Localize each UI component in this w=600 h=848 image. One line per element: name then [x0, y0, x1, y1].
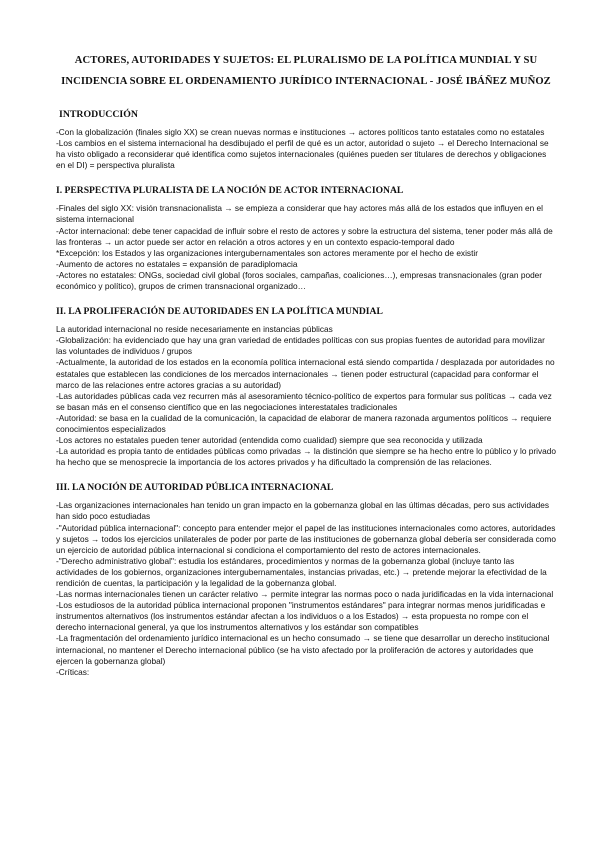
paragraph: -Los actores no estatales pueden tener autoridad (entendida como cualidad) siempre que sea reconocida y utilizada	[56, 435, 483, 446]
section-proliferacion-autoridades	[56, 306, 556, 468]
section-introduccion	[56, 109, 556, 171]
paragraph: -Las organizaciones internacionales han tenido un gran impacto en la gobernanza global en las últimas décadas, pero sus actividades han sido poco estudiadas	[56, 500, 550, 522]
paragraph: -Actualmente, la autoridad de los estados en la economía política internacional está siendo compartida / desplazada por autoridades no estatales que establecen las condiciones de los mercados internacionales → tienen poder estructural (capacidad para conformar el marco de las relaciones entre actores gracias a su autoridad)	[56, 357, 555, 390]
paragraph: -Críticas:	[56, 666, 90, 677]
paragraph: -Aumento de actores no estatales = expansión de paradiplomacia	[56, 258, 298, 269]
section-heading: II. LA PROLIFERACIÓN DE AUTORIDADES EN LA POLÍTICA MUNDIAL	[56, 306, 383, 318]
section-heading: INTRODUCCIÓN	[59, 109, 138, 120]
section-heading: III. LA NOCIÓN DE AUTORIDAD PÚBLICA INTERNACIONAL	[56, 482, 334, 494]
paragraph: -La fragmentación del ordenamiento jurídico internacional es un hecho consumado → se tiene que desarrollar un derecho institucional internacional, no mantener el Derecho internacional público (se ha visto afectado por la proliferación de actores y autoridades que ejercen la gobernanza global)	[56, 633, 550, 666]
paragraph: -Los estudiosos de la autoridad pública internacional proponen "instrumentos estándares" para integrar normas menos juridificadas e instrumentos alternativos (los instrumentos estándar afectan a los individuos o a los Estados) → esta propuesta no rompe con el derecho internacional general, ya que los instrumentos alternativos y los estándar son compatibles	[56, 600, 546, 633]
document-title	[56, 50, 556, 92]
paragraph: -"Derecho administrativo global": estudia los estándares, procedimientos y normas de la gobernanza global (incluye tanto las actividades de los gobiernos, organizaciones intergubernamentales, instancias privadas, etc.) → pretende mejorar la efectividad de la rendición de cuentas, la participación y la legalidad de la gobernanza global.	[56, 555, 547, 588]
document-title-line-2: INCIDENCIA SOBRE EL ORDENAMIENTO JURÍDICO INTERNACIONAL - JOSÉ IBÁÑEZ MUÑOZ	[61, 76, 551, 87]
section-autoridad-publica-internacional	[56, 482, 556, 678]
paragraph: -Las autoridades públicas cada vez recurren más al asesoramiento técnico-político de expertos para formular sus políticas → cada vez se basan más en el consenso científico que en las negociaciones interestatales tradicionales	[56, 390, 552, 412]
paragraph: -Las normas internacionales tienen un carácter relativo → permite integrar las normas poco o nada juridificadas en la vida internacional	[56, 589, 554, 600]
paragraph: -Globalización: ha evidenciado que hay una gran variedad de entidades políticas con sus propias fuentes de autoridad para movilizar las voluntades de individuos / grupos	[56, 335, 545, 357]
paragraph: -Con la globalización (finales siglo XX) se crean nuevas normas e instituciones → actores políticos tanto estatales como no estatales	[56, 127, 545, 137]
paragraph: -La autoridad es propia tanto de entidades públicas como privadas → la distinción que siempre se ha hecho entre lo público y lo privado ha hecho que se menosprecie la importancia de los actores privados y ha dificultado la comprensión de las relaciones.	[56, 446, 556, 468]
section-perspectiva-pluralista	[56, 185, 556, 292]
paragraph: -Actores no estatales: ONGs, sociedad civil global (foros sociales, campañas, coaliciones…), empresas transnacionales (gran poder económico y político), grupos de crimen transnacional organizado…	[56, 269, 543, 292]
paragraph: -Actor internacional: debe tener capacidad de influir sobre el resto de actores y sobre la estructura del sistema, tener poder más allá de las fronteras → un actor puede ser actor en relación a otros actores y en un contexto espacio-temporal dado	[56, 225, 553, 247]
paragraph: -"Autoridad pública internacional": concepto para entender mejor el papel de las instituciones internacionales como actores, autoridades y sujetos → todos los ejercicios unilaterales de poder por parte de las instituciones de gobernanza global debería ser considerada como un ejercicio de autoridad pública internacional si condiciona el comportamiento del resto de actores internacionales.	[56, 522, 556, 555]
paragraph: -Los cambios en el sistema internacional ha desdibujado el perfil de qué es un actor, autoridad o sujeto → el Derecho Internacional se ha visto obligado a reconsiderar qué identifica como sujetos internacionales (quiénes pueden ser titulares de derechos y obligaciones en el DI) = perspectiva pluralista	[56, 138, 549, 171]
document-title-line-1: ACTORES, AUTORIDADES Y SUJETOS: EL PLURALISMO DE LA POLÍTICA MUNDIAL Y SU	[74, 55, 538, 66]
paragraph: *Excepción: los Estados y las organizaciones intergubernamentales son actores meramente por el hecho de existir	[56, 247, 478, 258]
paragraph: -Autoridad: se basa en la cualidad de la comunicación, la capacidad de elaborar de manera razonada argumentos políticos → requiere conocimientos especializados	[56, 412, 552, 434]
paragraph: La autoridad internacional no reside necesariamente en instancias públicas	[56, 324, 333, 335]
paragraph: -Finales del siglo XX: visión transnacionalista → se empieza a considerar que hay actores más allá de los estados que influyen en el sistema internacional	[56, 203, 544, 225]
section-heading: I. PERSPECTIVA PLURALISTA DE LA NOCIÓN DE ACTOR INTERNACIONAL	[56, 185, 404, 197]
